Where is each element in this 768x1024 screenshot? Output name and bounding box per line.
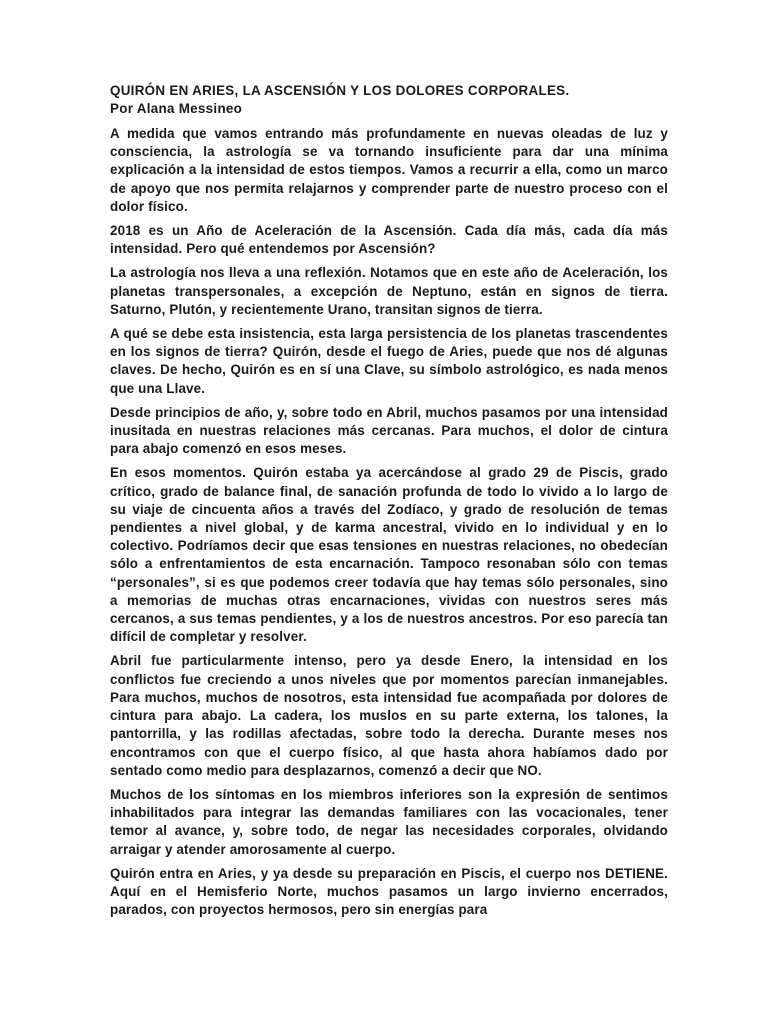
- paragraph-3: La astrología nos lleva a una reflexión. Notamos que en este año de Aceleración, los planetas transpersonales, a excepción de Neptuno, están en signos de tierra. Saturno, Plutón, y recientemente Urano, transitan signos de tierra.: [110, 265, 668, 317]
- paragraph-2: 2018 es un Año de Aceleración de la Ascensión. Cada día más, cada día más intensidad. Pero qué entendemos por Ascensión?: [110, 223, 668, 257]
- paragraph-1: A medida que vamos entrando más profundamente en nuevas oleadas de luz y consciencia, la astrología se va tornando insuficiente para dar una mínima explicación a la intensidad de estos tiempos. Vamos a recurrir a ella, como un marco de apoyo que nos permita relajarnos y comprender parte de nuestro proceso con el dolor físico.: [110, 126, 668, 214]
- paragraph-8: Muchos de los síntomas en los miembros inferiores son la expresión de sentimos inhabilitados para integrar las demandas familiares con las vocacionales, tener temor al avance, y, sobre todo, de negar las necesidades corporales, olvidando arraigar y atender amorosamente al cuerpo.: [110, 786, 668, 857]
- document-author: Por Alana Messineo: [110, 101, 243, 116]
- document-title: QUIRÓN EN ARIES, LA ASCENSIÓN Y LOS DOLORES CORPORALES.: [110, 83, 570, 98]
- paragraph-5: Desde principios de año, y, sobre todo en Abril, muchos pasamos por una intensidad inusitada en nuestras relaciones más cercanas. Para muchos, el dolor de cintura para abajo comenzó en esos meses.: [110, 404, 668, 457]
- paragraph-6: En esos momentos. Quirón estaba ya acercándose al grado 29 de Piscis, grado crítico, grado de balance final, de sanación profunda de todo lo vivido a lo largo de su viaje de cincuenta años a través del Zodíaco, y grado de resolución de temas pendientes a nivel global, y de karma ancestral, vivido en lo individual y en lo colectivo. Podríamos decir que esas tensiones en nuestras relaciones, no obedecían sólo a enfrentamientos de esta encarnación. Tampoco resonaban sólo con temas “personales”, si es que podemos creer todavía que hay temas sólo personales, sino a memorias de muchas otras encarnaciones, vividas con nuestros seres más cercanos, a sus temas pendientes, y a los de nuestros ancestros. Por eso parecía tan difícil de completar y resolver.: [110, 465, 668, 645]
- paragraph-4: A qué se debe esta insistencia, esta larga persistencia de los planetas trascendentes en los signos de tierra? Quirón, desde el fuego de Aries, puede que nos dé algunas claves. De hecho, Quirón es en sí una Clave, su símbolo astrológico, es nada menos que una Llave.: [110, 326, 668, 396]
- paragraph-9: Quirón entra en Aries, y ya desde su preparación en Piscis, el cuerpo nos DETIENE. Aquí en el Hemisferio Norte, muchos pasamos un largo invierno encerrados, parados, con proyectos hermosos, pero sin energías para: [110, 865, 668, 918]
- paragraph-7: Abril fue particularmente intenso, pero ya desde Enero, la intensidad en los conflictos fue creciendo a unos niveles que por momentos parecían inmanejables. Para muchos, muchos de nosotros, esta intensidad fue acompañada por dolores de cintura para abajo. La cadera, los muslos en su parte externa, los talones, la pantorrilla, y las rodillas afectadas, sobre todo la derecha. Durante meses nos encontramos con que el cuerpo físico, al que hasta ahora habíamos dado por sentado como medio para desplazarnos, comenzó a decir que NO.: [110, 653, 668, 778]
- document-body: [110, 125, 668, 919]
